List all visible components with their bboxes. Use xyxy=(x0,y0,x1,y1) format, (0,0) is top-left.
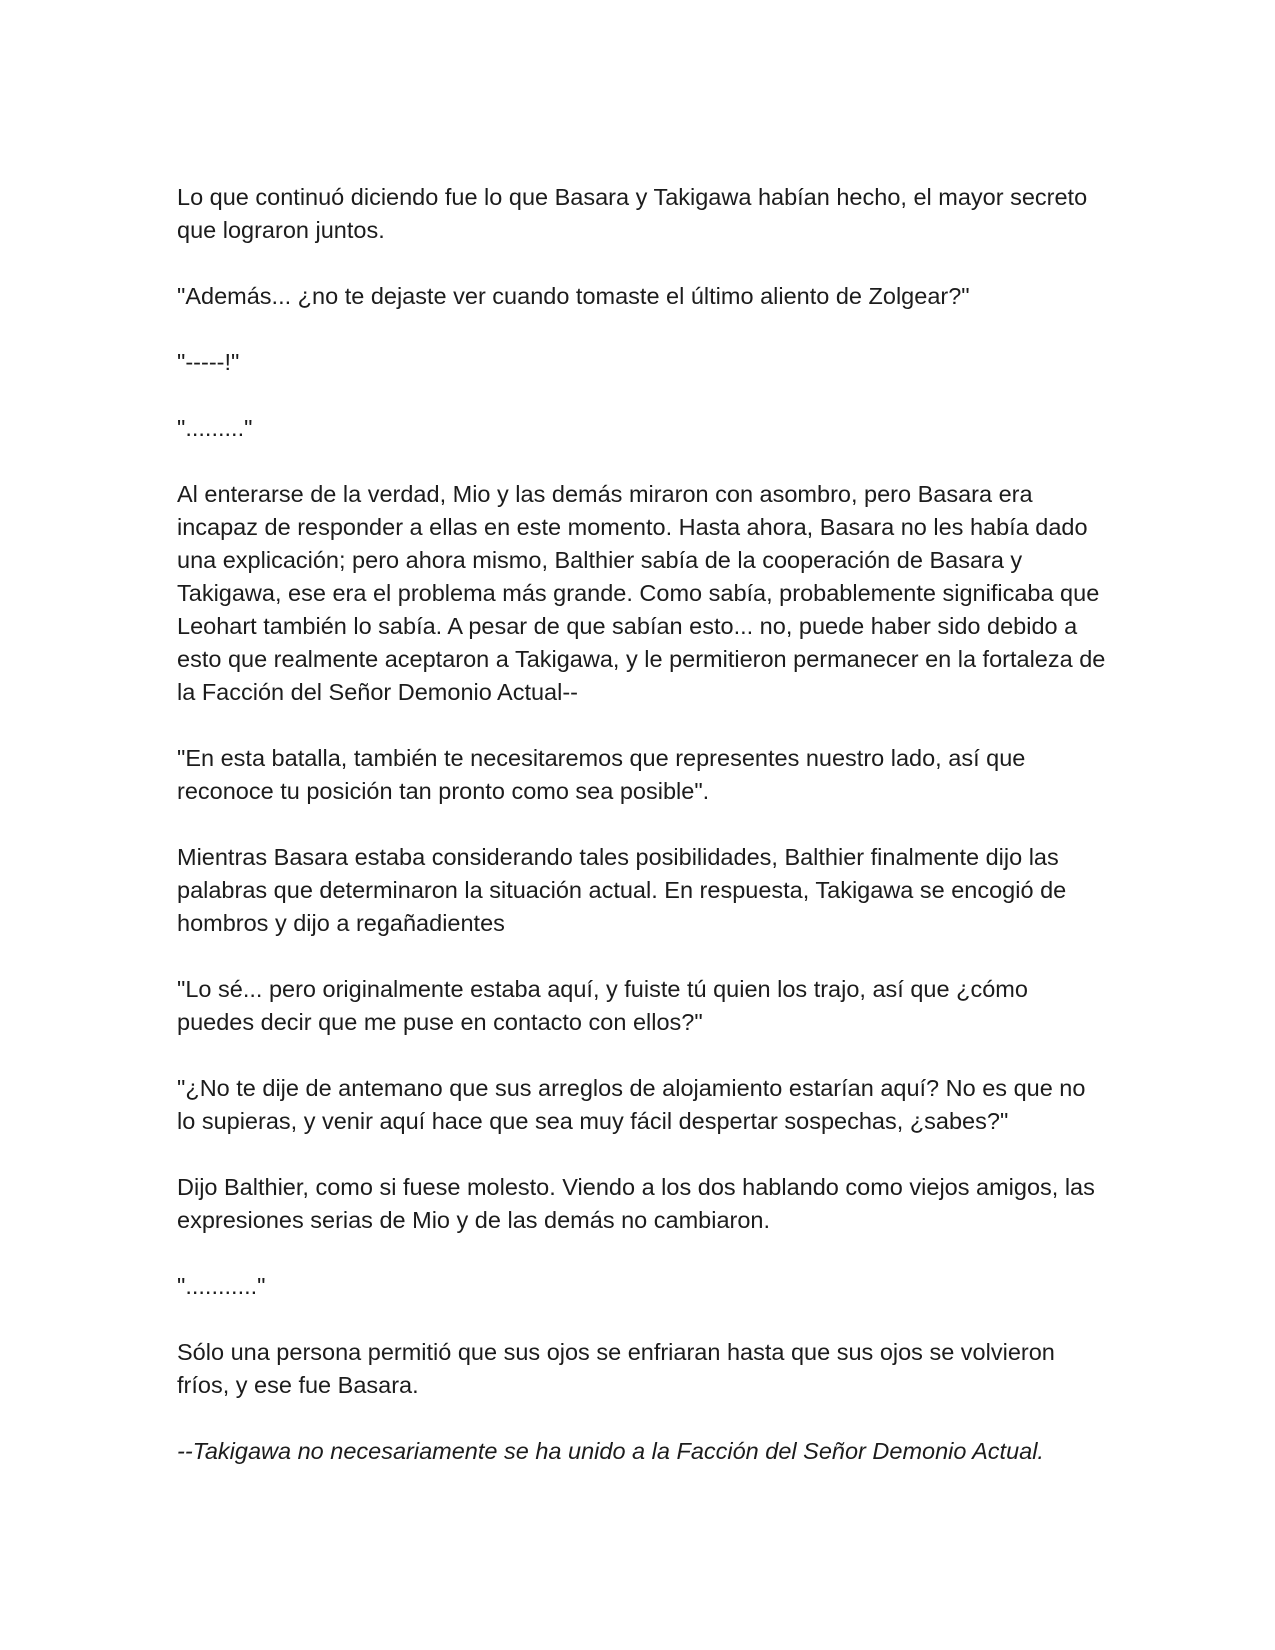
paragraph-8: "Lo sé... pero originalmente estaba aquí, y fuiste tú quien los trajo, así que ¿cómo puedes decir que me puse en contacto con ellos?" xyxy=(177,976,1028,1035)
paragraph-13: --Takigawa no necesariamente se ha unido a la Facción del Señor Demonio Actual. xyxy=(177,1438,1044,1464)
paragraph-2: "Además... ¿no te dejaste ver cuando tomaste el último aliento de Zolgear?" xyxy=(177,283,970,309)
paragraph-3: "-----!" xyxy=(177,349,240,375)
paragraph-1: Lo que continuó diciendo fue lo que Basara y Takigawa habían hecho, el mayor secreto que lograron juntos. xyxy=(177,184,1088,243)
paragraph-5: Al enterarse de la verdad, Mio y las demás miraron con asombro, pero Basara era incapaz de responder a ellas en este momento. Hasta ahora, Basara no les había dado una explicación; pero ahora mismo, Balthier sabía de la cooperación de Basara y Takigawa, ese era el problema más grande. Como sabía, probablemente significaba que Leohart también lo sabía. A pesar de que sabían esto... no, puede haber sido debido a esto que realmente aceptaron a Takigawa, y le permitieron permanecer en la fortaleza de la Facción del Señor Demonio Actual-- xyxy=(177,481,1106,705)
document-page xyxy=(177,181,1107,1501)
paragraph-4: "........." xyxy=(177,415,253,441)
paragraph-12: Sólo una persona permitió que sus ojos se enfriaran hasta que sus ojos se volvieron fríos, y ese fue Basara. xyxy=(177,1339,1055,1398)
paragraph-11: "..........." xyxy=(177,1273,266,1299)
paragraph-6: "En esta batalla, también te necesitaremos que representes nuestro lado, así que reconoce tu posición tan pronto como sea posible". xyxy=(177,745,1026,804)
paragraph-9: "¿No te dije de antemano que sus arreglos de alojamiento estarían aquí? No es que no lo supieras, y venir aquí hace que sea muy fácil despertar sospechas, ¿sabes?" xyxy=(177,1075,1086,1134)
paragraph-10: Dijo Balthier, como si fuese molesto. Viendo a los dos hablando como viejos amigos, las expresiones serias de Mio y de las demás no cambiaron. xyxy=(177,1174,1095,1233)
paragraph-7: Mientras Basara estaba considerando tales posibilidades, Balthier finalmente dijo las palabras que determinaron la situación actual. En respuesta, Takigawa se encogió de hombros y dijo a regañadientes xyxy=(177,844,1067,936)
